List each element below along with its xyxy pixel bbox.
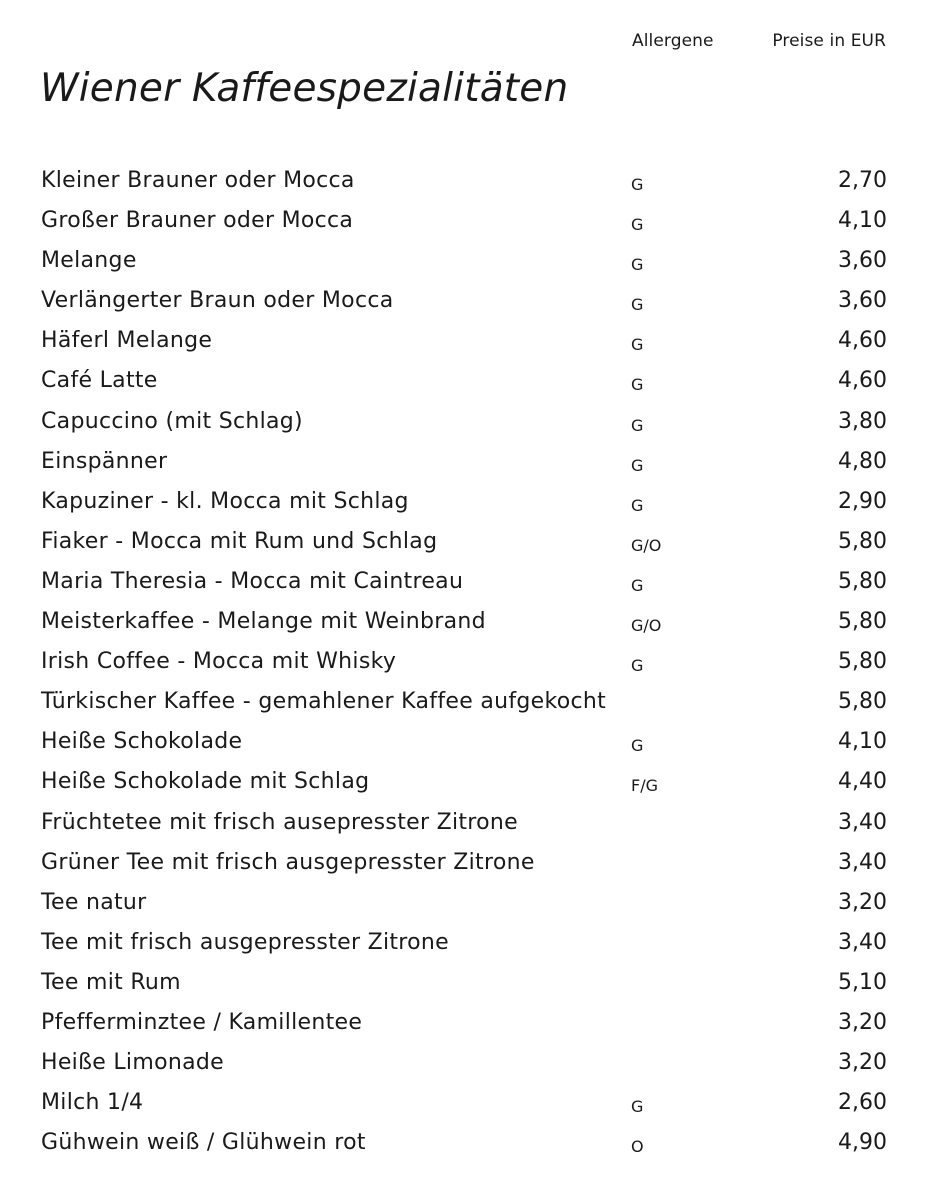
page-title: Wiener Kaffeespezialitäten xyxy=(40,66,569,111)
menu-item-row xyxy=(0,683,941,723)
price-column-header: Preise in EUR xyxy=(772,31,886,51)
menu-item-row xyxy=(0,282,941,322)
menu-item-row xyxy=(0,563,941,603)
menu-item-allergen: G/O xyxy=(631,616,662,636)
menu-item-name: Häferl Melange xyxy=(41,328,213,354)
menu-item-price: 3,20 xyxy=(838,1050,887,1076)
menu-item-allergen: F/G xyxy=(631,776,658,796)
menu-item-price: 4,90 xyxy=(838,1130,887,1156)
menu-item-name: Tee mit frisch ausgepresster Zitrone xyxy=(41,929,450,955)
menu-item-row xyxy=(0,1084,941,1124)
menu-item-price: 3,20 xyxy=(838,1009,887,1035)
menu-item-row xyxy=(0,523,941,563)
menu-item-allergen: G xyxy=(631,736,644,756)
menu-item-name: Fiaker - Mocca mit Rum und Schlag xyxy=(41,528,438,554)
menu-item-name: Irish Coffee - Mocca mit Whisky xyxy=(41,649,397,675)
menu-item-name: Gühwein weiß / Glühwein rot xyxy=(41,1130,366,1156)
menu-item-row xyxy=(0,763,941,803)
menu-item-row xyxy=(0,884,941,924)
menu-item-name: Capuccino (mit Schlag) xyxy=(41,408,303,434)
menu-item-name: Maria Theresia - Mocca mit Caintreau xyxy=(41,568,464,594)
menu-item-allergen: G xyxy=(631,215,644,235)
menu-item-row xyxy=(0,643,941,683)
menu-item-name: Einspänner xyxy=(41,448,168,474)
menu-item-name: Früchtetee mit frisch ausepresster Zitrone xyxy=(41,809,519,835)
menu-item-name: Türkischer Kaffee - gemahlener Kaffee aufgekocht xyxy=(41,689,607,715)
menu-item-row xyxy=(0,202,941,242)
menu-item-name: Heiße Limonade xyxy=(41,1050,224,1076)
menu-item-allergen: G xyxy=(631,495,644,515)
menu-item-allergen: G xyxy=(631,415,644,435)
menu-item-price: 5,10 xyxy=(838,969,887,995)
menu-item-allergen: G xyxy=(631,295,644,315)
menu-item-price: 4,40 xyxy=(838,769,887,795)
menu-item-row xyxy=(0,1124,941,1164)
menu-item-row xyxy=(0,924,941,964)
menu-item-price: 5,80 xyxy=(838,568,887,594)
menu-item-price: 2,60 xyxy=(838,1090,887,1116)
menu-item-allergen: G xyxy=(631,335,644,355)
menu-item-allergen: G xyxy=(631,656,644,676)
menu-item-price: 5,80 xyxy=(838,689,887,715)
menu-item-row xyxy=(0,362,941,402)
menu-item-name: Verlängerter Braun oder Mocca xyxy=(41,288,394,314)
menu-item-name: Tee natur xyxy=(41,889,147,915)
menu-item-price: 3,40 xyxy=(838,809,887,835)
menu-item-row xyxy=(0,242,941,282)
menu-item-row xyxy=(0,804,941,844)
menu-item-allergen: G/O xyxy=(631,535,662,555)
menu-item-name: Grüner Tee mit frisch ausgepresster Zitrone xyxy=(41,849,535,875)
menu-item-price: 5,80 xyxy=(838,649,887,675)
menu-item-price: 5,80 xyxy=(838,528,887,554)
menu-item-price: 3,40 xyxy=(838,849,887,875)
menu-item-row xyxy=(0,1004,941,1044)
menu-item-row xyxy=(0,403,941,443)
menu-item-price: 5,80 xyxy=(838,609,887,635)
menu-item-price: 4,10 xyxy=(838,729,887,755)
menu-item-allergen: G xyxy=(631,575,644,595)
menu-item-row xyxy=(0,443,941,483)
menu-item-price: 2,70 xyxy=(838,168,887,193)
menu-item-price: 3,80 xyxy=(838,408,887,434)
menu-item-allergen: O xyxy=(631,1137,644,1157)
menu-item-row xyxy=(0,483,941,523)
menu-item-row xyxy=(0,844,941,884)
menu-item-allergen: G xyxy=(631,175,644,194)
menu-item-price: 4,10 xyxy=(838,208,887,234)
menu-item-name: Milch 1/4 xyxy=(41,1090,144,1116)
menu-item-price: 4,60 xyxy=(838,368,887,394)
menu-item-allergen: G xyxy=(631,455,644,475)
menu-item-price: 3,60 xyxy=(838,248,887,274)
menu-item-name: Kleiner Brauner oder Mocca xyxy=(41,168,355,193)
menu-item-name: Pfefferminztee / Kamillentee xyxy=(41,1009,363,1035)
menu-item-name: Melange xyxy=(41,248,137,274)
menu-item-price: 3,20 xyxy=(838,889,887,915)
menu-list xyxy=(0,162,941,1164)
menu-item-price: 4,60 xyxy=(838,328,887,354)
menu-item-price: 2,90 xyxy=(838,488,887,514)
allergen-column-header: Allergene xyxy=(632,31,714,51)
menu-item-row xyxy=(0,964,941,1004)
menu-item-price: 3,60 xyxy=(838,288,887,314)
menu-item-price: 3,40 xyxy=(838,929,887,955)
menu-item-name: Heiße Schokolade xyxy=(41,729,243,755)
menu-item-row xyxy=(0,322,941,362)
menu-item-allergen: G xyxy=(631,255,644,275)
menu-item-row xyxy=(0,1044,941,1084)
menu-item-name: Großer Brauner oder Mocca xyxy=(41,208,354,234)
menu-item-name: Kapuziner - kl. Mocca mit Schlag xyxy=(41,488,409,514)
menu-item-name: Café Latte xyxy=(41,368,158,394)
menu-item-name: Heiße Schokolade mit Schlag xyxy=(41,769,370,795)
menu-item-name: Tee mit Rum xyxy=(41,969,181,995)
menu-item-allergen: G xyxy=(631,375,644,395)
menu-item-name: Meisterkaffee - Melange mit Weinbrand xyxy=(41,609,486,635)
menu-item-allergen: G xyxy=(631,1097,644,1117)
menu-item-price: 4,80 xyxy=(838,448,887,474)
menu-item-row xyxy=(0,162,941,202)
menu-item-row xyxy=(0,723,941,763)
menu-item-row xyxy=(0,603,941,643)
